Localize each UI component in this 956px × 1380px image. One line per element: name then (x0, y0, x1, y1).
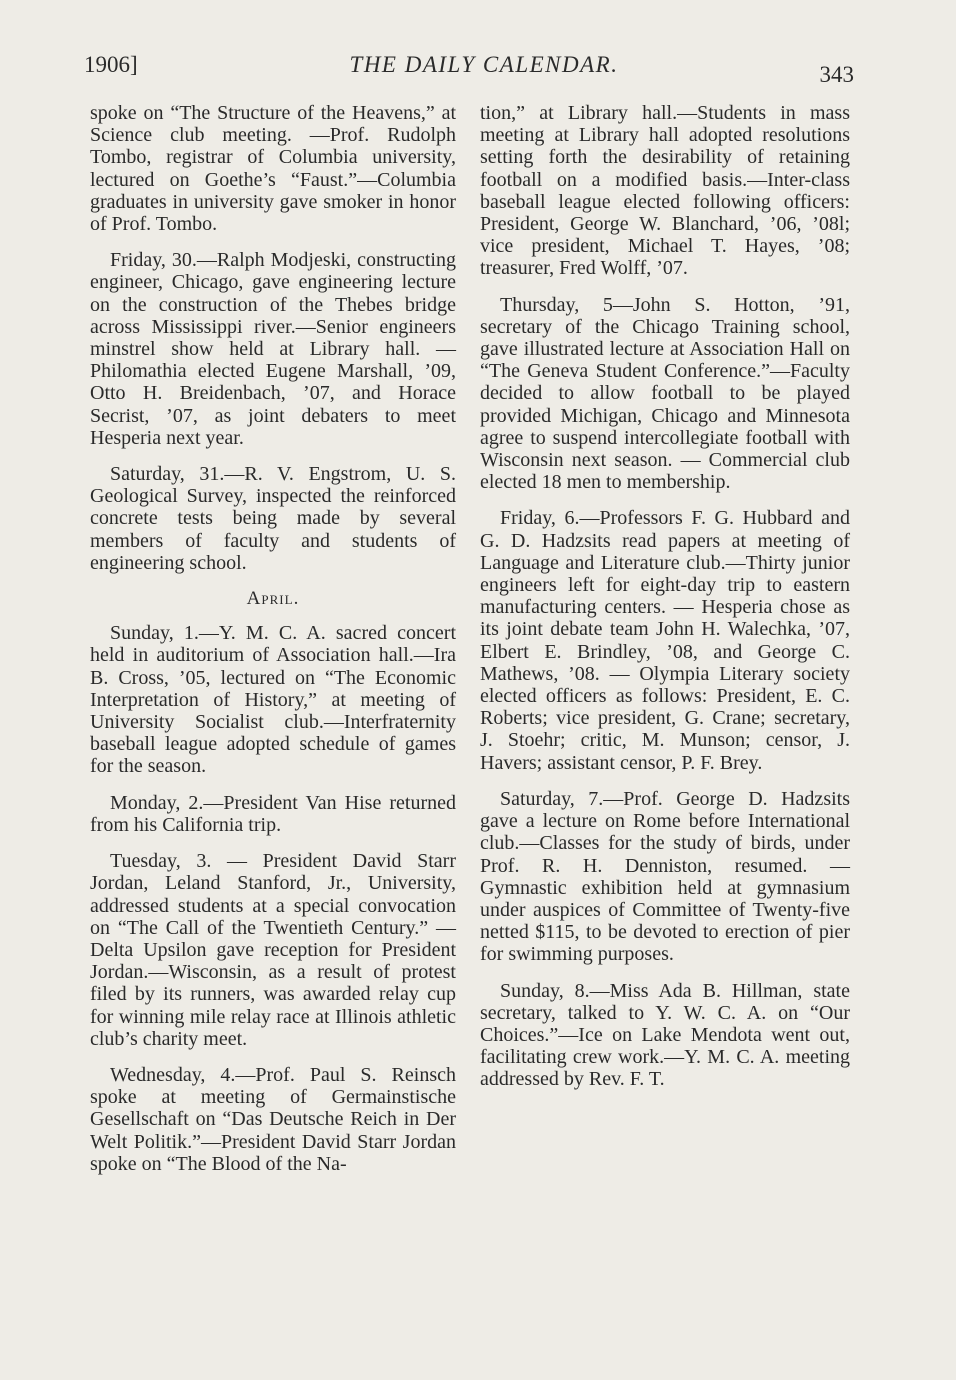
paragraph-sunday-8: Sunday, 8.—Miss Ada B. Hillman, state secretary, talked to Y. W. C. A. on “Our Choices.”—Ice on Lake Mendota went out, facilitating crew work.—Y. M. C. A. meeting addressed by Rev. F. T. (480, 979, 850, 1091)
paragraph-thursday-5: Thursday, 5—John S. Hotton, ’91, secretary of the Chicago Training school, gave illustrated lecture at Association Hall on “The Geneva Student Conference.”—Faculty decided to allow football to be played provided Michigan, Chicago and Minnesota agree to suspend intercollegiate football with Wisconsin next season. — Commercial club elected 18 men to membership. (480, 293, 850, 494)
paragraph-continued-wednesday: tion,” at Library hall.—Students in mass meeting at Library hall adopted resolutions setting forth the desirability of retaining football on a modified basis.—Inter-class baseball league elected following officers: President, George W. Blanchard, ’06, ’08l; vice president, Michael T. Hayes, ’08; treasurer, Fred Wolff, ’07. (480, 102, 850, 280)
page-header (84, 52, 854, 86)
paragraph-sunday-1: Sunday, 1.—Y. M. C. A. sacred concert held in auditorium of Association hall.—Ira B. Cross, ’05, lectured on “The Economic Interpretation of History,” at meeting of University Socialist club.—Interfraternity baseball league adopted schedule of games for the season. (90, 622, 456, 778)
left-column (90, 102, 456, 1189)
page-number: 343 (819, 62, 854, 87)
paragraph-continued-thursday: spoke on “The Structure of the Heavens,” at Science club meeting. —Prof. Rudolph Tombo, registrar of Columbia university, lectured on Goethe’s “Faust.”—Columbia graduates in university gave smoker in honor of Prof. Tombo. (90, 102, 456, 236)
paragraph-saturday-31: Saturday, 31.—R. V. Engstrom, U. S. Geological Survey, inspected the reinforced concrete tests being made by several members of faculty and students of engineering school. (90, 463, 456, 574)
paragraph-tuesday-3: Tuesday, 3. — President David Starr Jordan, Leland Stanford, Jr., University, addressed students at a special convocation on “The Call of the Twentieth Century.” — Delta Upsilon gave reception for President Jordan.—Wisconsin, as a result of protest filed by its runners, was awarded relay cup for winning mile relay race at Illinois athletic club’s charity meet. (90, 850, 456, 1050)
running-title: THE DAILY CALENDAR. (349, 52, 619, 77)
paragraph-friday-30: Friday, 30.—Ralph Modjeski, constructing engineer, Chicago, gave engineering lecture on the construction of the Thebes bridge across Mississippi river.—Senior engineers minstrel show held at Library hall. —Philomathia elected Eugene Marshall, ’09, Otto H. Breidenbach, ’07, and Horace Secrist, ’07, as joint debaters to meet Hesperia next year. (90, 249, 456, 449)
paragraph-saturday-7: Saturday, 7.—Prof. George D. Hadzsits gave a lecture on Rome before International club.—Classes for the study of birds, under Prof. R. H. Denniston, resumed. — Gymnastic exhibition held at gymnasium under auspices of Committee of Twenty-five netted $115, to be devoted to erection of pier for swimming purposes. (480, 787, 850, 966)
header-year: 1906] (84, 52, 138, 77)
paragraph-monday-2: Monday, 2.—President Van Hise returned from his California trip. (90, 791, 456, 836)
month-heading: April. (246, 588, 300, 610)
right-column (480, 102, 850, 1105)
paragraph-friday-6: Friday, 6.—Professors F. G. Hubbard and G. D. Hadzsits read papers at meeting of Language and Literature club.—Thirty junior engineers left for eight-day trip to eastern manufacturing centers. — Hesperia chose as its joint debate team John H. Walechka, ’07, Elbert E. Brindley, ’08, and George C. Mathews, ’08. — Olympia Literary society elected officers as follows: President, E. C. Roberts; vice president, G. Crane; secretary, J. Stoehr; critic, M. Munson; censor, J. Havers; assistant censor, P. F. Brey. (480, 507, 850, 774)
paragraph-wednesday-4: Wednesday, 4.—Prof. Paul S. Reinsch spoke at meeting of Germainstische Gesellschaft on “Das Deutsche Reich in Der Welt Politik.”—President David Starr Jordan spoke on “The Blood of the Na- (90, 1063, 456, 1175)
